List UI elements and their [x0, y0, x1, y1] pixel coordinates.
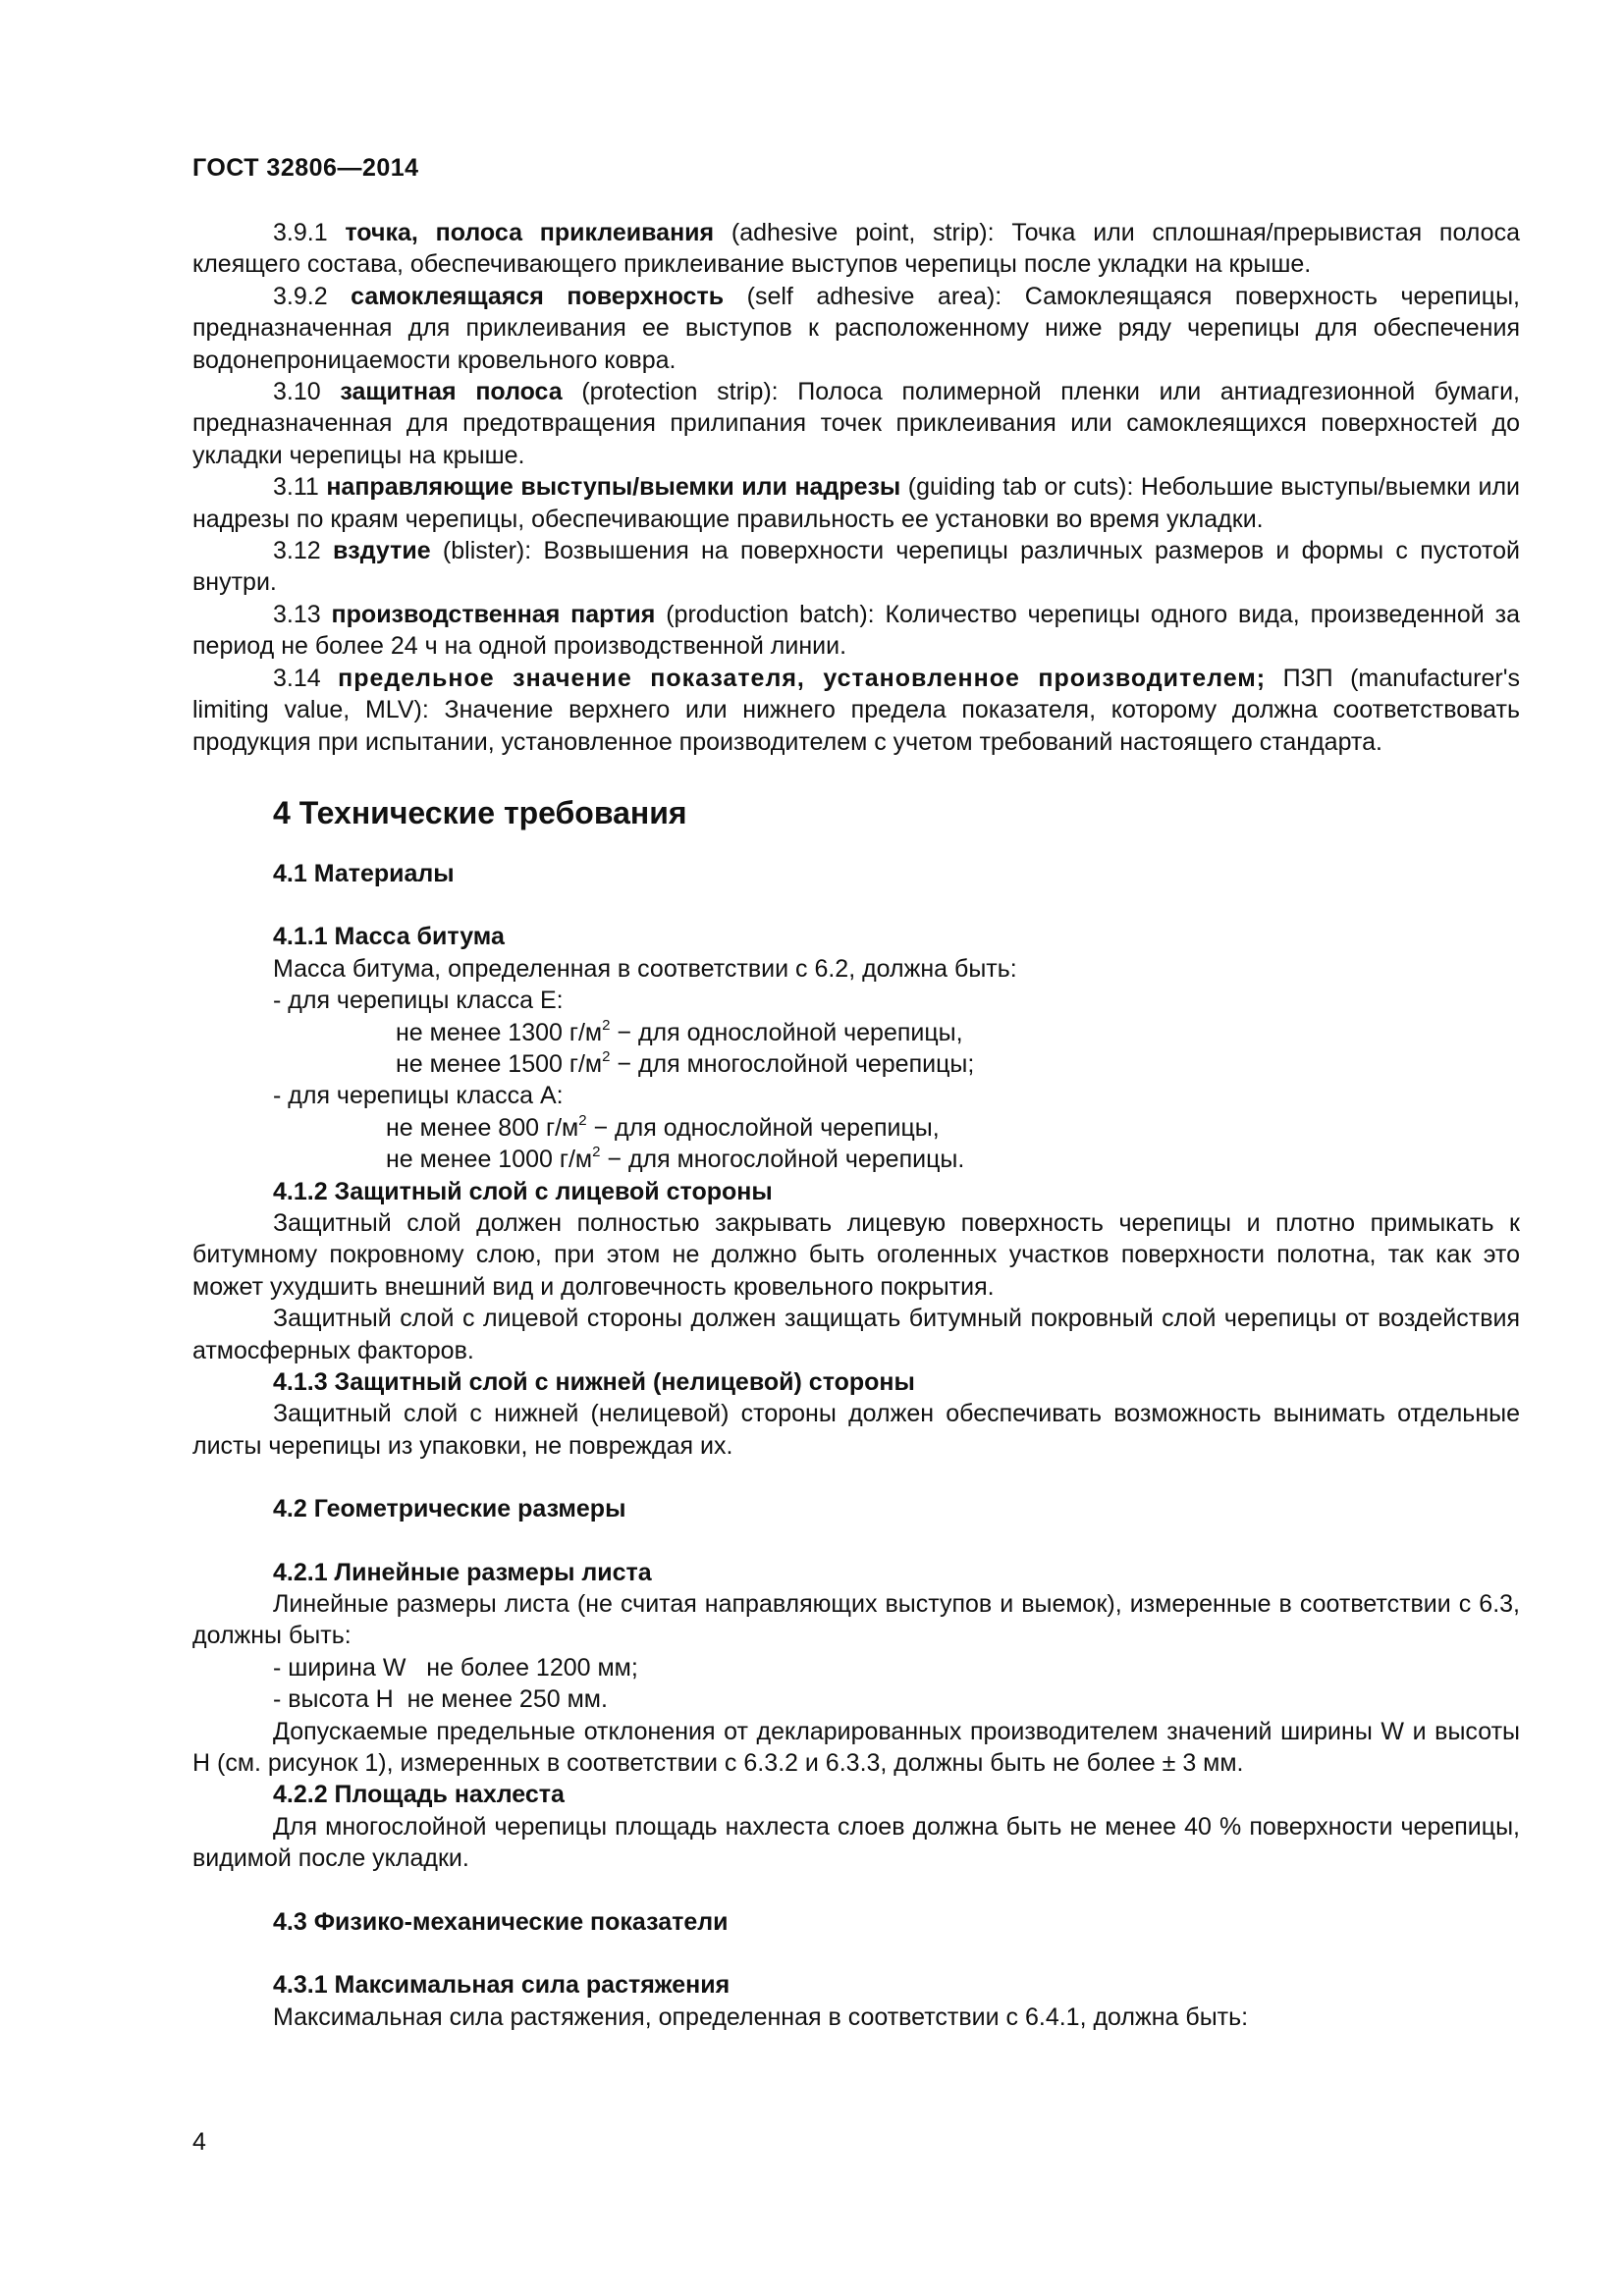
subsection-heading: 4.2 Геометрические размеры — [273, 1495, 626, 1523]
term: производственная партия — [331, 600, 656, 628]
definition-text: (production batch): Количество черепицы одного вида, произведенной за период не более 24 ч на одной производственной линии. — [192, 600, 1520, 661]
paragraph: Максимальная сила растяжения, определенная в соответствии с 6.4.1, должна быть: — [273, 2002, 1249, 2031]
list-item: - высота H не менее 250 мм. — [273, 1685, 608, 1714]
clause-heading: 4.3.1 Максимальная сила растяжения — [273, 1971, 731, 2000]
list-item: не менее 800 $г/м^2$ − для однослойной черепицы, — [386, 1111, 940, 1142]
paragraph: Линейные размеры листа (не считая направляющих выступов и выемок), измеренные в соответствии с 6.3, должны быть: — [192, 1590, 1520, 1650]
clause-heading: 4.1.1 Масса битума — [273, 923, 505, 951]
list-item: - ширина W не более 1200 мм; — [273, 1653, 638, 1682]
clause-heading: 4.1.3 Защитный слой с нижней (нелицевой) стороны — [273, 1368, 915, 1396]
clause-heading: 4.2.2 Площадь нахлеста — [273, 1781, 565, 1809]
clause-number: 3.11 — [273, 473, 327, 502]
clause-number: 3.12 — [273, 537, 333, 565]
clause-heading: 4.1.2 Защитный слой с лицевой стороны — [273, 1177, 773, 1205]
list-item: не менее 1000 $г/м^2$ − для многослойной черепицы. — [386, 1144, 965, 1174]
definition-text: (self adhesive area): Самоклеящаяся поверхность черепицы, предназначенная для приклеивания ее выступов к расположенному ниже ряду черепицы для обеспечения водонепроницаемости кровельного ковра. — [192, 282, 1520, 374]
clause-number: 3.14 — [273, 664, 339, 692]
paragraph: Для многослойной черепицы площадь нахлеста слоев должна быть не менее 40 % поверхности черепицы, видимой после укладки. — [192, 1812, 1520, 1873]
definition-3-12 — [192, 535, 1520, 599]
clause-number: 3.10 — [273, 378, 341, 406]
list-item: не менее 1300 $г/м^2$ − для однослойной черепицы, — [396, 1016, 963, 1046]
definition-3-14 — [192, 663, 1520, 758]
term: защитная полоса — [340, 378, 563, 406]
page-number: 4 — [192, 2128, 206, 2156]
paragraph: Масса битума, определенная в соответствии с 6.2, должна быть: — [273, 954, 1017, 983]
list-item: не менее 1500 $г/м^2$ − для многослойной черепицы; — [396, 1047, 975, 1078]
definition-text: (adhesive point, strip): Точка или сплошная/прерывистая полоса клеящего состава, обеспечивающего приклеивание выступов черепицы после укладки на крыше. — [192, 219, 1520, 279]
clause-heading: 4.2.1 Линейные размеры листа — [273, 1558, 652, 1586]
definition-text: (protection strip): Полоса полимерной пленки или антиадгезионной бумаги, предназначенная для предотвращения прилипания точек приклеивания или самоклеящихся поверхностей до укладки черепицы на крыше. — [192, 378, 1520, 469]
definition-3-10 — [192, 376, 1520, 471]
definition-3-9-1 — [192, 217, 1520, 281]
term: самоклеящаяся поверхность — [351, 282, 725, 310]
term: направляющие выступы/выемки или надрезы — [326, 473, 901, 502]
clause-number: 3.9.1 — [273, 219, 346, 246]
paragraph: Защитный слой должен полностью закрывать лицевую поверхность черепицы и плотно примыкать к битумному покровному слою, при этом не должно быть оголенных участков поверхности полотна, так как это может ухудшить внешний вид и долговечность кровельного покрытия. — [192, 1208, 1520, 1301]
clause-number: 3.9.2 — [273, 282, 352, 310]
definition-text: (guiding tab or cuts): Небольшие выступы/выемки или надрезы по краям черепицы, обеспечивающие правильность ее установки во время укладки. — [192, 473, 1521, 533]
paragraph: Защитный слой с лицевой стороны должен защищать битумный покровный слой черепицы от воздействия атмосферных факторов. — [192, 1305, 1520, 1364]
term: точка, полоса приклеивания — [345, 219, 715, 246]
list-item: - для черепицы класса А: — [273, 1082, 564, 1110]
term: вздутие — [332, 537, 431, 565]
document-body — [192, 217, 1520, 2033]
definition-3-9-2 — [192, 281, 1520, 376]
clause-number: 3.13 — [273, 600, 332, 628]
section-title: 4 Технические требования — [273, 794, 687, 830]
document-header: ГОСТ 32806—2014 — [192, 154, 419, 182]
definition-3-11 — [192, 471, 1520, 535]
paragraph: Защитный слой с нижней (нелицевой) стороны должен обеспечивать возможность вынимать отдельные листы черепицы из упаковки, не повреждая их. — [192, 1400, 1520, 1460]
subsection-heading: 4.1 Материалы — [273, 859, 455, 887]
list-item: - для черепицы класса Е: — [273, 987, 564, 1015]
definition-3-13 — [192, 599, 1520, 663]
term: предельное значение показателя, установленное производителем; — [338, 664, 1267, 692]
subsection-heading: 4.3 Физико-механические показатели — [273, 1907, 729, 1936]
paragraph: Допускаемые предельные отклонения от декларированных производителем значений ширины W и высоты H (см. рисунок 1), измеренных в соответствии с 6.3.2 и 6.3.3, должны быть не более ± 3 мм. — [192, 1717, 1520, 1778]
definition-text: ПЗП (manufacturer's limiting value, MLV): Значение верхнего или нижнего предела показателя, которому должна соответствовать продукция при испытании, установленное производителем с учетом требований настоящего стандарта. — [192, 664, 1520, 756]
definition-text: (blister): Возвышения на поверхности черепицы различных размеров и формы с пустотой внутри. — [192, 537, 1521, 597]
